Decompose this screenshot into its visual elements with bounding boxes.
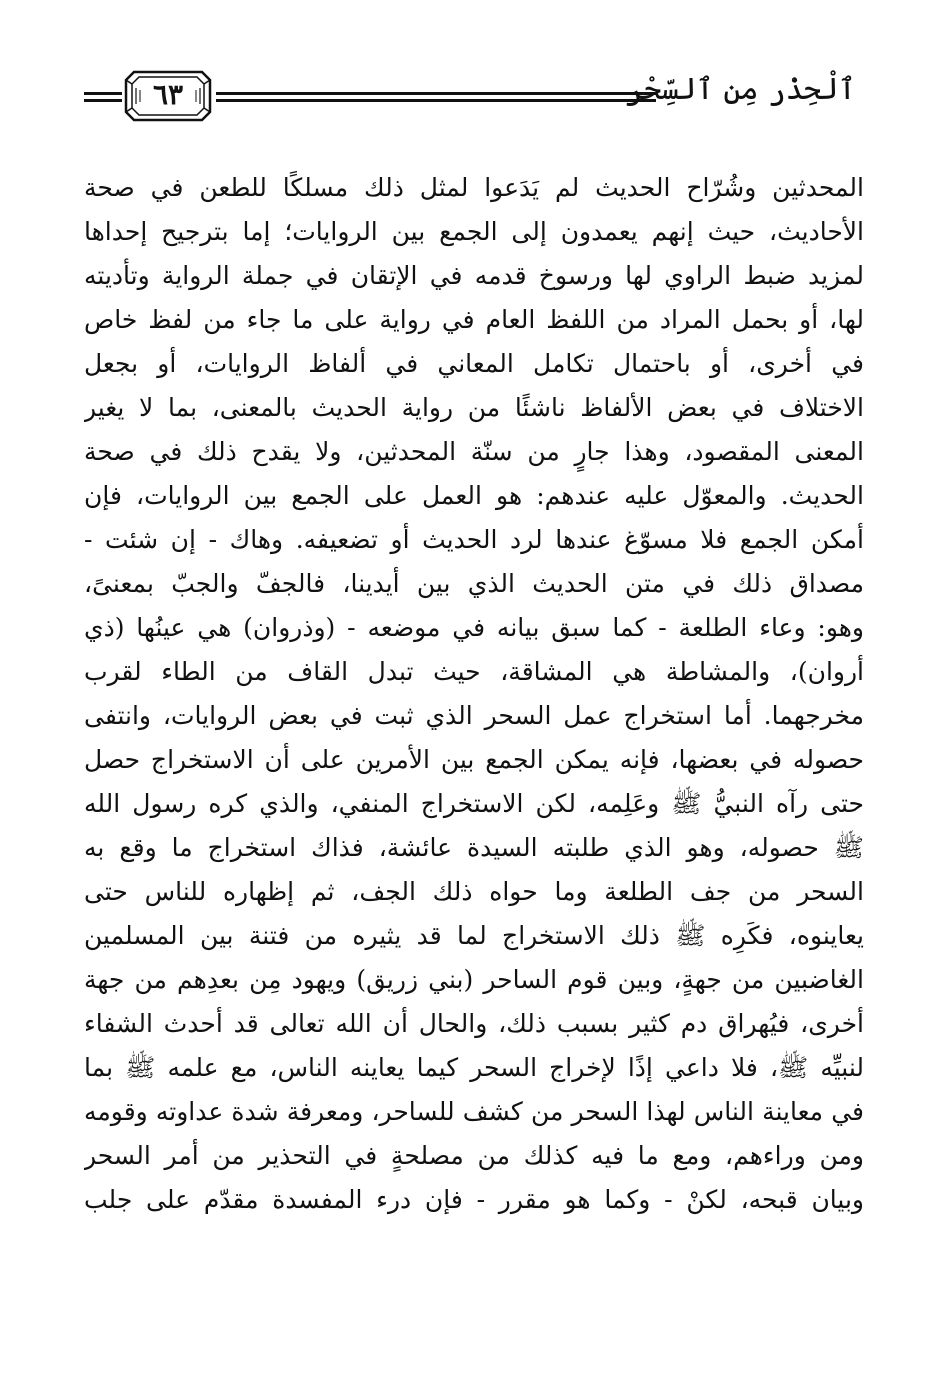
header-rule xyxy=(84,92,122,95)
text-line: المحدثين وشُرّاح الحديث لم يَدَعوا لمثل ذلك مسلكًا للطعن في صحة xyxy=(84,173,864,202)
page-number: ٦٣ xyxy=(152,78,184,111)
text-line: وبيان قبحه، لكنْ - وكما هو مقرر - فإن درء المفسدة مقدّم على جلب xyxy=(84,1185,864,1214)
text-line: وهو: وعاء الطلعة - كما سبق بيانه في موضعه - (وذروان) هي عينُها (ذي xyxy=(84,613,864,642)
running-title: ٱلْحِذْر مِن ٱلسِّحْر xyxy=(625,72,856,107)
text-line: الغاضبين من جهةٍ، وبين قوم الساحر (بني زريق) ويهود مِن بعدِهم من جهة xyxy=(84,965,864,994)
body-text xyxy=(84,166,864,1222)
text-line: حصوله في بعضها، فإنه يمكن الجمع بين الأمرين على أن الاستخراج حصل xyxy=(84,745,864,774)
text-line: مخرجهما. أما استخراج عمل السحر الذي ثبت في بعض الروايات، وانتفى xyxy=(84,701,864,730)
text-line: ومن وراءهم، ومع ما فيه كذلك من مصلحةٍ في التحذير من أمر السحر xyxy=(84,1141,864,1170)
text-line: أمكن الجمع فلا مسوّغ عندها لرد الحديث أو تضعيفه. وهاك - إن شئت - xyxy=(84,525,864,554)
text-line: في أخرى، أو باحتمال تكامل المعاني في ألفاظ الروايات، أو بجعل xyxy=(84,349,864,378)
text-line: الأحاديث، حيث إنهم يعمدون إلى الجمع بين الروايات؛ إما بترجيح إحداها xyxy=(84,217,864,246)
header-rule xyxy=(216,99,656,102)
header-rule xyxy=(84,99,122,102)
text-line: مصداق ذلك في متن الحديث الذي بين أيدينا، فالجفّ والجبّ بمعنىً، xyxy=(84,569,864,598)
text-line: لنبيِّه ﷺ، فلا داعي إذًا لإخراج السحر كيما يعاينه الناس، مع علمه ﷺ بما xyxy=(84,1053,864,1082)
text-line: المعنى المقصود، وهذا جارٍ من سنّة المحدثين، ولا يقدح ذلك في صحة xyxy=(84,437,864,466)
header-rule xyxy=(216,92,656,95)
text-line: أخرى، فيُهراق دم كثير بسبب ذلك، والحال أن الله تعالى قد أحدث الشفاء xyxy=(84,1009,864,1038)
text-line: الاختلاف في بعض الألفاظ ناشئًا من رواية الحديث بالمعنى، بما لا يغير xyxy=(84,393,864,422)
page-header xyxy=(84,62,864,126)
text-line: السحر من جف الطلعة وما حواه ذلك الجف، ثم إظهاره للناس حتى xyxy=(84,877,864,906)
text-line: في معاينة الناس لهذا السحر من كشف للساحر، ومعرفة شدة عداوته وقومه xyxy=(84,1097,864,1126)
text-line: أروان)، والمشاطة هي المشاقة، حيث تبدل القاف من الطاء لقرب xyxy=(84,657,864,686)
text-line: حتى رآه النبيُّ ﷺ وعَلِمه، لكن الاستخراج المنفي، والذي كره رسول الله xyxy=(84,789,864,818)
text-line: لمزيد ضبط الراوي لها ورسوخ قدمه في الإتقان في جملة الرواية وتأديته xyxy=(84,261,864,290)
page-number-frame xyxy=(124,70,212,122)
text-line: يعاينوه، فكَرِه ﷺ ذلك الاستخراج لما قد يثيره من فتنة بين المسلمين xyxy=(84,921,864,950)
text-line: ﷺ حصوله، وهو الذي طلبته السيدة عائشة، فذاك استخراج ما وقع به xyxy=(84,833,864,862)
text-line: الحديث. والمعوّل عليه عندهم: هو العمل على الجمع بين الروايات، فإن xyxy=(84,481,864,510)
text-line: لها، أو بحمل المراد من اللفظ العام في رواية على ما جاء من لفظ خاص xyxy=(84,305,864,334)
